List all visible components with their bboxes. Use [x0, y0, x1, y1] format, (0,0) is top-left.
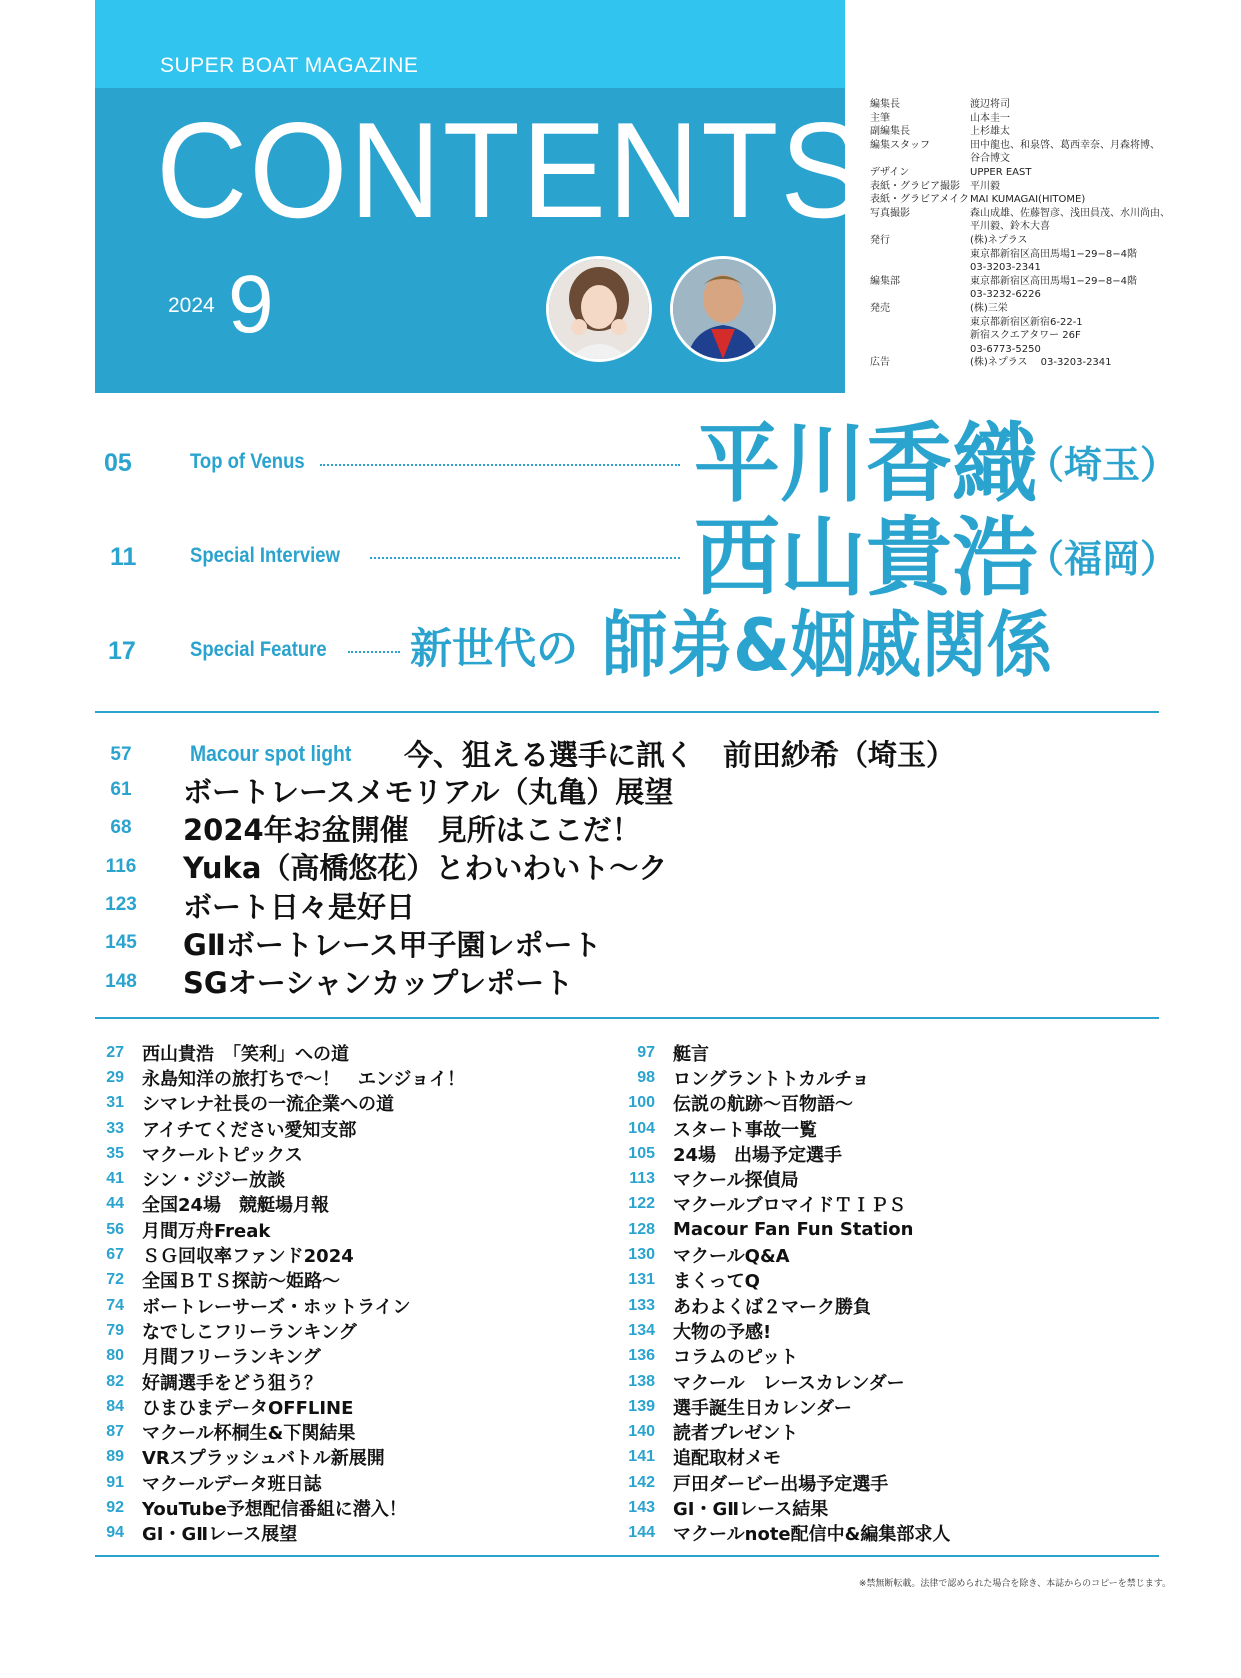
- mid-list-item: [91, 886, 673, 924]
- mid-contents-list: [91, 771, 673, 1001]
- list-title: 好調選手をどう狙う？: [142, 1372, 322, 1394]
- list-page-number: 97: [637, 1043, 655, 1061]
- spot-label: Macour spot light: [190, 741, 352, 766]
- credit-row: [870, 275, 1220, 302]
- list-item: [600, 1242, 950, 1267]
- credit-name: 渡辺将司: [970, 99, 1010, 110]
- feature-title: 師弟&姻戚関係: [602, 603, 1053, 687]
- list-title: 選手誕生日カレンダー: [673, 1397, 852, 1419]
- feature-page-number: 17: [108, 637, 136, 665]
- credit-role: 表紙・グラビアメイク: [870, 194, 969, 206]
- list-title: 全国24場 競艇場月報: [142, 1195, 330, 1217]
- list-title: マクールトピックス: [142, 1144, 303, 1166]
- credit-name: 森山成雄、佐藤智彦、浅田員茂、水川尚由、 平川毅、鈴木大喜: [970, 207, 1170, 233]
- list-page-number: 41: [106, 1170, 124, 1188]
- list-title: マクールデータ班日誌: [142, 1473, 322, 1495]
- list-item: [95, 1394, 465, 1419]
- spot-title: 今、狙える選手に訊く 前田紗希（埼玉）: [404, 738, 956, 772]
- mid-list-item: [91, 809, 673, 847]
- credit-name: 東京都新宿区高田馬場1−29−8−4階 03-3232-6226: [970, 275, 1137, 301]
- mid-list-item: [91, 771, 673, 809]
- mid-title: 2024年お盆開催 見所はここだ！: [183, 812, 641, 847]
- list-item: [600, 1495, 950, 1520]
- list-title: なでしこフリーランキング: [142, 1321, 357, 1343]
- list-page-number: 91: [106, 1473, 124, 1491]
- mid-title: ボート日々是好日: [183, 889, 416, 924]
- list-item: [600, 1344, 950, 1369]
- list-page-number: 104: [628, 1119, 655, 1137]
- list-title: まくってQ: [673, 1271, 760, 1293]
- list-title: マクールブロマイドＴＩＰＳ: [673, 1195, 907, 1217]
- list-page-number: 130: [628, 1246, 655, 1264]
- feature-page-number: 05: [104, 449, 132, 477]
- credit-row: [870, 207, 1220, 234]
- list-item: [95, 1217, 465, 1242]
- list-item: [600, 1040, 950, 1065]
- list-title: 24場 出場予定選手: [673, 1144, 843, 1166]
- list-item: [95, 1344, 465, 1369]
- list-title: マクール杯桐生&下関結果: [142, 1423, 356, 1445]
- list-page-number: 74: [106, 1296, 124, 1314]
- credit-name: 平川毅: [970, 180, 1000, 192]
- mid-title: Yuka（高橋悠花）とわいわいト〜ク: [183, 851, 668, 886]
- list-page-number: 138: [628, 1372, 655, 1390]
- list-item: [600, 1141, 950, 1166]
- list-title: VRスプラッシュバトル新展開: [142, 1448, 385, 1470]
- dotted-leader: [370, 557, 680, 559]
- list-page-number: 27: [106, 1043, 124, 1061]
- list-title: ひまひまデータOFFLINE: [142, 1397, 354, 1419]
- list-title: スタート事故一覧: [673, 1119, 817, 1141]
- list-page-number: 87: [106, 1423, 124, 1441]
- list-page-number: 89: [106, 1448, 124, 1466]
- list-item: [600, 1192, 950, 1217]
- magazine-name: SUPER BOAT MAGAZINE: [160, 54, 419, 77]
- credit-role: 副編集長: [870, 126, 910, 138]
- mid-list-item: [91, 924, 673, 962]
- list-title: マクール探偵局: [673, 1170, 799, 1192]
- list-page-number: 100: [628, 1094, 655, 1112]
- list-title: ロングラントトカルチョ: [673, 1068, 870, 1090]
- credit-name: (株)ネプラス 東京都新宿区高田馬場1−29−8−4階 03-3203-2341: [970, 234, 1137, 274]
- list-item: [600, 1166, 950, 1191]
- copyright-notice: ※禁無断転載。法律で認められた場合を除き、本誌からのコピーを禁じます。: [858, 1579, 1171, 1589]
- list-item: [600, 1521, 950, 1546]
- issue-year: 2024: [168, 294, 215, 317]
- mid-page-number: 123: [105, 894, 137, 916]
- portrait-male-racer: [670, 256, 776, 362]
- feature-subtitle: （福岡）: [1026, 537, 1179, 581]
- list-item: [600, 1419, 950, 1444]
- list-item: [95, 1065, 465, 1090]
- mid-title: SGオーシャンカップレポート: [183, 966, 574, 1001]
- list-page-number: 136: [628, 1347, 655, 1365]
- feature-label: Special Feature: [190, 638, 327, 661]
- feature-subtitle: （埼玉）: [1026, 443, 1179, 487]
- list-item: [95, 1470, 465, 1495]
- list-title: ボートレーサーズ・ホットライン: [142, 1296, 411, 1318]
- credit-row: [870, 180, 1220, 194]
- list-page-number: 29: [106, 1068, 124, 1086]
- list-page-number: 94: [106, 1524, 124, 1542]
- list-item: [95, 1192, 465, 1217]
- list-page-number: 143: [628, 1498, 655, 1516]
- list-title: 戸田ダービー出場予定選手: [673, 1473, 889, 1495]
- credit-name: 田中龍也、和泉啓、葛西幸奈、月森将博、 谷合博文: [970, 139, 1160, 165]
- list-item: [600, 1116, 950, 1141]
- list-item: [600, 1091, 950, 1116]
- credit-role: 編集部: [870, 275, 900, 287]
- feature-title: 西山貴浩: [694, 508, 1038, 608]
- credit-role: 表紙・グラビア撮影: [870, 180, 960, 192]
- list-item: [95, 1268, 465, 1293]
- feature-prefix: 新世代の: [410, 624, 579, 673]
- credit-role: 主筆: [870, 112, 890, 124]
- credit-name: (株)ネプラス 03-3203-2341: [970, 357, 1112, 369]
- credit-role: 写真撮影: [870, 207, 910, 219]
- list-title: 艇言: [673, 1043, 709, 1065]
- issue-month: 9: [228, 259, 274, 350]
- credit-row: [870, 193, 1220, 207]
- list-item: [95, 1242, 465, 1267]
- credit-row: [870, 98, 1220, 112]
- list-item: [600, 1217, 950, 1242]
- list-page-number: 113: [629, 1170, 655, 1188]
- credit-row: [870, 166, 1220, 180]
- list-item: [95, 1116, 465, 1141]
- spot-page-number: 57: [110, 744, 132, 765]
- credit-name: 上杉雄太: [970, 126, 1010, 138]
- credit-role: デザイン: [870, 166, 910, 178]
- portrait-female-racer: [546, 256, 652, 362]
- list-title: 全国ＢＴＳ探訪〜姫路〜: [142, 1271, 340, 1293]
- list-page-number: 134: [628, 1321, 655, 1339]
- list-page-number: 80: [106, 1347, 124, 1365]
- feature-title: 平川香織: [694, 414, 1038, 514]
- credit-row: [870, 234, 1220, 275]
- list-title: 伝説の航跡〜百物語〜: [673, 1094, 853, 1116]
- credit-row: [870, 112, 1220, 126]
- list-item: [95, 1521, 465, 1546]
- list-item: [95, 1141, 465, 1166]
- list-page-number: 105: [628, 1144, 655, 1162]
- list-title: 読者プレゼント: [673, 1423, 799, 1445]
- list-title: 大物の予感!: [673, 1321, 772, 1343]
- mid-title: GⅡボートレース甲子園レポート: [183, 927, 602, 962]
- list-item: [600, 1065, 950, 1090]
- list-title: 西山貴浩 「笑利」への道: [142, 1043, 349, 1065]
- list-item: [600, 1268, 950, 1293]
- mid-list-item: [91, 962, 673, 1000]
- list-item: [95, 1318, 465, 1343]
- list-page-number: 144: [628, 1524, 655, 1542]
- list-title: GⅠ・GⅡレース展望: [142, 1524, 298, 1546]
- list-item: [95, 1040, 465, 1065]
- list-title: 月間フリーランキング: [142, 1347, 321, 1369]
- list-item: [600, 1369, 950, 1394]
- credit-row: [870, 139, 1220, 166]
- list-page-number: 67: [106, 1246, 124, 1264]
- list-page-number: 44: [106, 1195, 124, 1213]
- left-contents-column: [95, 1040, 465, 1546]
- divider: [95, 1555, 1159, 1557]
- mid-page-number: 148: [105, 970, 137, 992]
- list-title: YouTube予想配信番組に潜入！: [142, 1499, 407, 1520]
- list-item: [95, 1495, 465, 1520]
- list-item: [95, 1166, 465, 1191]
- mid-list-item: [91, 848, 673, 886]
- list-page-number: 72: [106, 1271, 124, 1289]
- list-title: アイチてください愛知支部: [142, 1119, 357, 1141]
- list-item: [600, 1318, 950, 1343]
- mid-page-number: 68: [110, 817, 132, 839]
- list-page-number: 122: [628, 1195, 655, 1213]
- list-item: [95, 1419, 465, 1444]
- list-title: 追配取材メモ: [673, 1448, 781, 1470]
- list-page-number: 31: [106, 1094, 124, 1112]
- feature-label: Top of Venus: [190, 450, 305, 473]
- list-page-number: 128: [628, 1220, 655, 1238]
- feature-label: Special Interview: [190, 544, 340, 567]
- list-title: マクールnote配信中&編集部求人: [673, 1524, 951, 1546]
- list-page-number: 79: [106, 1321, 124, 1339]
- list-page-number: 35: [106, 1144, 124, 1162]
- credit-role: 編集スタッフ: [870, 139, 930, 151]
- list-title: Macour Fan Fun Station: [673, 1219, 914, 1241]
- list-title: あわよくば２マーク勝負: [673, 1296, 871, 1318]
- dotted-leader: [320, 464, 680, 466]
- credit-name: UPPER EAST: [970, 166, 1032, 178]
- list-page-number: 142: [628, 1473, 655, 1491]
- mid-page-number: 145: [105, 932, 137, 954]
- list-page-number: 133: [628, 1296, 655, 1314]
- list-page-number: 92: [106, 1498, 124, 1516]
- credit-role: 発行: [870, 234, 890, 246]
- list-page-number: 141: [628, 1448, 655, 1466]
- list-page-number: 33: [106, 1119, 124, 1137]
- list-page-number: 140: [628, 1423, 655, 1441]
- list-title: シン・ジジー放談: [142, 1170, 286, 1192]
- list-item: [95, 1369, 465, 1394]
- list-page-number: 82: [106, 1372, 124, 1390]
- credit-row: [870, 302, 1220, 356]
- credit-name: MAI KUMAGAI(HITOME): [970, 194, 1086, 206]
- list-page-number: 139: [628, 1397, 655, 1415]
- list-title: 永島知洋の旅打ちで〜！ エンジョイ！: [142, 1068, 466, 1090]
- feature-page-number: 11: [110, 543, 137, 571]
- list-item: [95, 1445, 465, 1470]
- list-title: コラムのピット: [673, 1347, 799, 1369]
- mid-title: ボートレースメモリアル（丸亀）展望: [183, 774, 674, 809]
- credit-name: 山本圭一: [970, 112, 1010, 124]
- list-title: ＳＧ回収率ファンド2024: [142, 1246, 354, 1268]
- credit-name: (株)三栄 東京都新宿区新宿6-22-1 新宿スクエアタワー 26F 03-6773-5250: [970, 302, 1083, 355]
- list-item: [95, 1293, 465, 1318]
- list-item: [600, 1293, 950, 1318]
- list-item: [600, 1470, 950, 1495]
- right-contents-column: [600, 1040, 950, 1546]
- mid-page-number: 61: [110, 779, 132, 801]
- list-title: GⅠ・GⅡレース結果: [673, 1499, 829, 1520]
- list-title: シマレナ社長の一流企業への道: [142, 1094, 394, 1116]
- list-item: [600, 1445, 950, 1470]
- list-page-number: 98: [637, 1068, 655, 1086]
- list-title: マクールQ&A: [673, 1246, 790, 1268]
- mid-page-number: 116: [105, 855, 137, 877]
- dotted-leader: [348, 651, 400, 653]
- page-title: CONTENTS: [156, 94, 867, 246]
- credit-row: [870, 356, 1220, 370]
- credits-block: [870, 98, 1220, 370]
- list-item: [600, 1394, 950, 1419]
- credit-role: 発売: [870, 302, 890, 314]
- credit-row: [870, 125, 1220, 139]
- list-title: 月間万舟Freak: [142, 1220, 271, 1242]
- divider: [95, 1017, 1159, 1019]
- list-page-number: 56: [106, 1220, 124, 1238]
- credit-role: 広告: [870, 357, 890, 369]
- list-page-number: 84: [106, 1397, 124, 1415]
- list-page-number: 131: [628, 1271, 655, 1289]
- list-title: マクール レースカレンダー: [673, 1372, 905, 1394]
- list-item: [95, 1091, 465, 1116]
- divider: [95, 711, 1159, 713]
- credit-role: 編集長: [870, 99, 900, 110]
